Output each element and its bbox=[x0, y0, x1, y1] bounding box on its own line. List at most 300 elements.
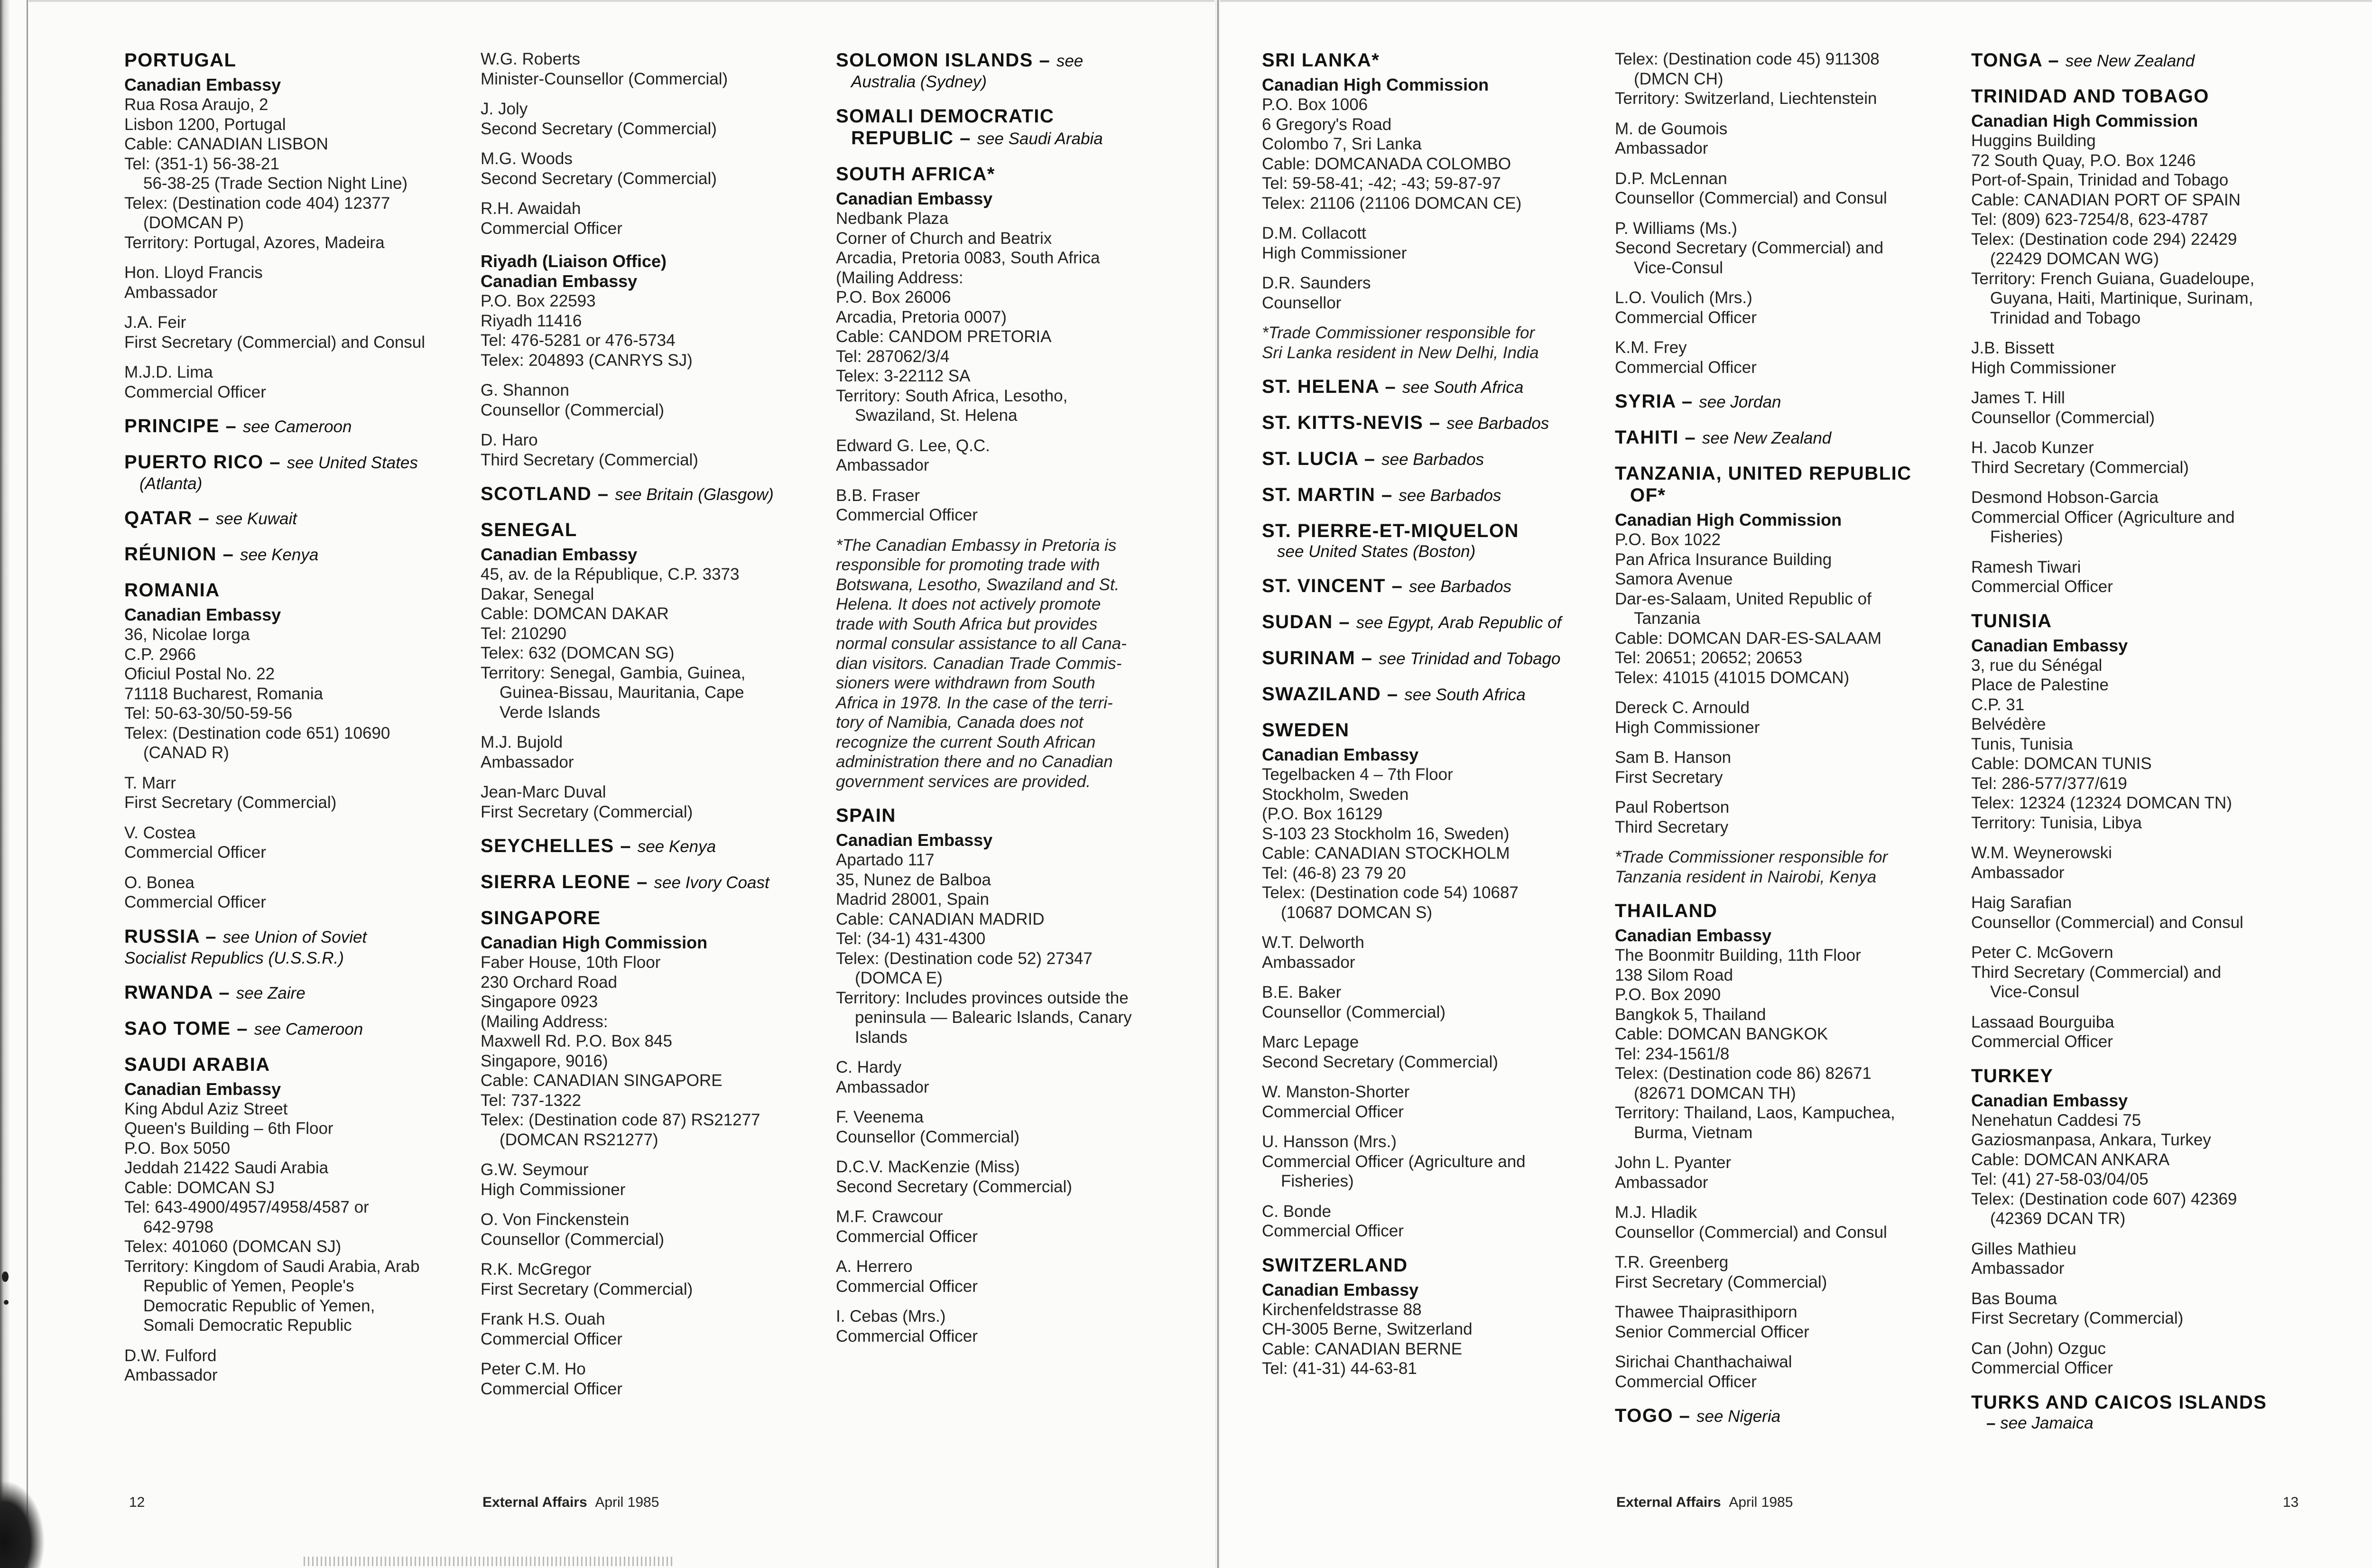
directory-entry bbox=[481, 251, 813, 470]
staff-name: M.J. Hladik bbox=[1615, 1203, 1697, 1222]
staff-title: Commercial Officer bbox=[124, 382, 266, 401]
office-name: Canadian Embassy bbox=[124, 605, 281, 624]
office-name: Canadian Embassy bbox=[481, 545, 638, 564]
address-line: Queen's Building – 6th Floor bbox=[124, 1119, 334, 1138]
address-line: Telex: (Destination code 607) 42369 bbox=[1971, 1189, 2237, 1208]
staff-title: Ambassador bbox=[1615, 1173, 1708, 1192]
address-line: Telex: (Destination code 294) 22429 bbox=[1971, 230, 2237, 249]
cross-reference: see Egypt, Arab Republic of bbox=[1356, 613, 1562, 632]
staff-member bbox=[1615, 698, 1947, 737]
staff-title: Commercial Officer bbox=[1971, 577, 2113, 596]
cross-reference: see Jamaica bbox=[2000, 1413, 2094, 1432]
country-name: SURINAM bbox=[1262, 648, 1356, 668]
address-line: Colombo 7, Sri Lanka bbox=[1262, 135, 1422, 153]
staff-name: J. Joly bbox=[481, 100, 528, 118]
directory-entry bbox=[1262, 484, 1594, 507]
directory-entry bbox=[1262, 719, 1594, 1241]
directory-entry bbox=[1615, 900, 1947, 1392]
staff-member bbox=[1262, 1132, 1594, 1191]
staff-member bbox=[1615, 169, 1947, 208]
staff-title: Minister-Counsellor (Commercial) bbox=[481, 69, 728, 88]
cross-reference-dash: – bbox=[213, 982, 236, 1003]
address-line: Bangkok 5, Thailand bbox=[1615, 1005, 1766, 1024]
cross-reference: see Britain (Glasgow) bbox=[615, 485, 774, 504]
staff-title: Counsellor (Commercial) bbox=[481, 1230, 665, 1249]
staff-title: Counsellor bbox=[1262, 293, 1342, 312]
staff-title: Commercial Officer bbox=[481, 1379, 622, 1398]
footnote-line: *Trade Commissioner responsible for bbox=[1615, 848, 1888, 866]
staff-member bbox=[836, 1107, 1168, 1147]
address-line: Territory: French Guiana, Guadeloupe, bbox=[1971, 269, 2255, 288]
directory-entry bbox=[1971, 610, 2303, 1052]
country-heading bbox=[1262, 484, 1594, 507]
country-name: TANZANIA, UNITED REPUBLIC bbox=[1615, 463, 1912, 484]
staff-name: D. Haro bbox=[481, 431, 538, 449]
cross-reference-continued: Socialist Republics (U.S.S.R.) bbox=[124, 948, 344, 967]
country-heading bbox=[836, 105, 1168, 150]
country-name: SCOTLAND bbox=[481, 483, 592, 504]
staff-name: G. Shannon bbox=[481, 381, 569, 399]
country-name: QATAR bbox=[124, 508, 193, 529]
address-line: Cable: DOMCANADA COLOMBO bbox=[1262, 154, 1511, 173]
footnote-line: *The Canadian Embassy in Pretoria is bbox=[836, 536, 1117, 555]
left-column-1 bbox=[124, 49, 456, 1399]
staff-title: Second Secretary (Commercial) bbox=[1262, 1052, 1498, 1071]
staff-title: Ambassador bbox=[836, 1077, 929, 1096]
staff-title: Counsellor (Commercial) and Consul bbox=[1615, 189, 1887, 207]
country-name: SENEGAL bbox=[481, 520, 577, 540]
footnote bbox=[1615, 847, 1947, 887]
cross-reference-dash: – bbox=[1986, 1413, 2001, 1432]
country-heading bbox=[124, 507, 456, 530]
directory-entry bbox=[124, 415, 456, 438]
staff-title: Ambassador bbox=[1971, 1259, 2065, 1278]
staff-member bbox=[1615, 1352, 1947, 1392]
address-line: Apartado 117 bbox=[836, 851, 935, 869]
staff-name: D.C.V. MacKenzie (Miss) bbox=[836, 1158, 1020, 1176]
staff-title: Third Secretary bbox=[1615, 817, 1729, 836]
staff-title: Ambassador bbox=[124, 1366, 218, 1384]
address-line: Territory: South Africa, Lesotho, bbox=[836, 386, 1068, 405]
address-line: Cable: DOMCAN SJ bbox=[124, 1178, 275, 1197]
address-line: S-103 23 Stockholm 16, Sweden) bbox=[1262, 824, 1510, 843]
staff-member bbox=[1262, 933, 1594, 972]
scan-artifact bbox=[2, 1271, 9, 1282]
staff-name: Sirichai Chanthachaiwal bbox=[1615, 1353, 1792, 1371]
directory-entry bbox=[124, 507, 456, 530]
cross-reference-continued: Australia (Sydney) bbox=[851, 73, 987, 91]
address-line: Cable: CANDOM PRETORIA bbox=[836, 327, 1052, 346]
address-line: Tel: 210290 bbox=[481, 624, 566, 643]
staff-name: O. Bonea bbox=[124, 873, 195, 892]
cross-reference: see Cameroon bbox=[254, 1020, 363, 1039]
staff-name: B.B. Fraser bbox=[836, 486, 920, 505]
staff-title: Second Secretary (Commercial) bbox=[481, 119, 717, 138]
directory-entry bbox=[481, 519, 813, 822]
address-line: Telex: 401060 (DOMCAN SJ) bbox=[124, 1237, 342, 1256]
address-line: 71118 Bucharest, Romania bbox=[124, 684, 323, 703]
staff-name: D.W. Fulford bbox=[124, 1346, 217, 1365]
country-heading bbox=[481, 907, 813, 929]
country-heading bbox=[1262, 448, 1594, 471]
staff-title: Third Secretary (Commercial) bbox=[481, 450, 698, 469]
country-name: TRINIDAD AND TOBAGO bbox=[1971, 86, 2209, 107]
address-line: Tel: 286-577/377/619 bbox=[1971, 774, 2127, 793]
address-line: Dakar, Senegal bbox=[481, 585, 594, 603]
cross-reference: see Kenya bbox=[240, 546, 319, 564]
staff-member bbox=[481, 430, 813, 470]
country-name: RUSSIA bbox=[124, 926, 200, 947]
staff-name: M. de Goumois bbox=[1615, 119, 1728, 138]
directory-entry bbox=[1262, 49, 1594, 362]
address-line: P.O. Box 26006 bbox=[836, 288, 951, 306]
address-line: Port-of-Spain, Trinidad and Tobago bbox=[1971, 171, 2229, 189]
address-line: Telex: 41015 (41015 DOMCAN) bbox=[1615, 668, 1850, 687]
staff-member bbox=[1615, 1302, 1947, 1342]
right-column-3 bbox=[1971, 49, 2303, 1447]
directory-entry bbox=[1615, 49, 1947, 377]
staff-title: Vice-Consul bbox=[1634, 258, 1723, 277]
footnote-line: Botswana, Lesotho, Swaziland and St. bbox=[836, 575, 1120, 594]
directory-entry bbox=[1262, 520, 1594, 562]
staff-title: Ambassador bbox=[481, 752, 574, 771]
directory-entry bbox=[1971, 1065, 2303, 1378]
staff-member bbox=[1615, 219, 1947, 278]
country-name: SINGAPORE bbox=[481, 908, 601, 928]
country-name: ST. MARTIN bbox=[1262, 484, 1376, 505]
country-heading bbox=[481, 871, 813, 894]
staff-title: Ambassador bbox=[124, 283, 218, 302]
country-name: SAUDI ARABIA bbox=[124, 1054, 270, 1075]
cross-reference-continued: see United States (Boston) bbox=[1277, 542, 1476, 561]
address-line: 56-38-25 (Trade Section Night Line) bbox=[143, 174, 408, 193]
staff-name: I. Cebas (Mrs.) bbox=[836, 1307, 946, 1326]
office-location: Riyadh (Liaison Office) bbox=[481, 251, 667, 271]
staff-member bbox=[1262, 1202, 1594, 1241]
staff-name: Paul Robertson bbox=[1615, 798, 1730, 816]
country-name: ROMANIA bbox=[124, 580, 220, 601]
address-line: P.O. Box 1006 bbox=[1262, 95, 1368, 114]
address-line: Huggins Building bbox=[1971, 131, 2096, 150]
country-heading bbox=[1262, 412, 1594, 435]
staff-title: Commercial Officer bbox=[124, 843, 266, 862]
right-page bbox=[1220, 0, 2372, 1568]
staff-member bbox=[1262, 273, 1594, 313]
staff-member bbox=[481, 380, 813, 420]
staff-title: Commercial Officer bbox=[836, 1327, 978, 1345]
country-name: SIERRA LEONE bbox=[481, 872, 631, 892]
cross-reference-dash: – bbox=[1423, 412, 1447, 433]
address-line: Swaziland, St. Helena bbox=[855, 406, 1018, 425]
staff-name: Can (John) Ozguc bbox=[1971, 1339, 2106, 1358]
address-line: Guyana, Haiti, Martinique, Surinam, bbox=[1990, 289, 2253, 307]
staff-name: G.W. Seymour bbox=[481, 1160, 589, 1179]
cross-reference-line bbox=[1971, 1413, 2303, 1433]
address-line: (DOMCA E) bbox=[855, 969, 943, 987]
address-line: Tunis, Tunisia bbox=[1971, 734, 2073, 753]
directory-entry bbox=[1971, 85, 2303, 597]
country-name: SEYCHELLES bbox=[481, 835, 614, 856]
directory-entry bbox=[481, 871, 813, 894]
staff-name: J.A. Feir bbox=[124, 313, 186, 332]
address-line: Telex: 632 (DOMCAN SG) bbox=[481, 644, 675, 662]
country-heading bbox=[1971, 610, 2303, 632]
page-footer bbox=[482, 1494, 659, 1511]
staff-member bbox=[1262, 1032, 1594, 1072]
staff-name: Desmond Hobson-Garcia bbox=[1971, 488, 2159, 507]
office-name: Canadian Embassy bbox=[1262, 745, 1419, 764]
country-name: SAO TOME bbox=[124, 1018, 231, 1039]
address-line: Rua Rosa Araujo, 2 bbox=[124, 95, 269, 114]
footnote-line: Africa in 1978. In the case of the terri- bbox=[836, 693, 1113, 712]
footnote-line: *Trade Commissioner responsible for bbox=[1262, 324, 1535, 342]
address-line: Cable: CANADIAN MADRID bbox=[836, 909, 1045, 928]
cross-reference: see Jordan bbox=[1699, 393, 1781, 411]
country-name: SWEDEN bbox=[1262, 720, 1350, 741]
cross-reference: see Nigeria bbox=[1696, 1407, 1781, 1426]
staff-name: V. Costea bbox=[124, 823, 196, 842]
staff-member bbox=[481, 99, 813, 139]
country-heading bbox=[481, 483, 813, 506]
cross-reference-dash: – bbox=[1358, 448, 1382, 469]
staff-name: Peter C.M. Ho bbox=[481, 1360, 586, 1378]
staff-name: Ramesh Tiwari bbox=[1971, 557, 2081, 576]
cross-reference-dash: – bbox=[216, 544, 240, 565]
staff-name: M.J. Bujold bbox=[481, 733, 563, 752]
address-line: Tel: (809) 623-7254/8, 623-4787 bbox=[1971, 210, 2209, 229]
cross-reference: see Barbados bbox=[1381, 450, 1484, 469]
office-name: Canadian Embassy bbox=[124, 1079, 281, 1099]
address-line: Tel: 476-5281 or 476-5734 bbox=[481, 331, 676, 350]
address-line: Islands bbox=[855, 1028, 908, 1047]
country-heading bbox=[124, 543, 456, 566]
cross-reference-dash: – bbox=[1033, 50, 1056, 71]
cross-reference-dash: – bbox=[219, 416, 243, 436]
cross-reference-dash: – bbox=[954, 128, 977, 148]
staff-name: W.T. Delworth bbox=[1262, 933, 1364, 952]
cross-reference-dash: – bbox=[1375, 484, 1399, 505]
address-line: Belvédère bbox=[1971, 715, 2046, 733]
staff-member bbox=[481, 733, 813, 772]
country-heading bbox=[1615, 390, 1947, 413]
cross-reference: see bbox=[1056, 52, 1084, 70]
staff-title: Commercial Officer bbox=[481, 1329, 622, 1348]
staff-title: Counsellor (Commercial) bbox=[1262, 1002, 1446, 1021]
page-number: 13 bbox=[2283, 1494, 2299, 1510]
staff-title: Commercial Officer bbox=[1262, 1102, 1404, 1121]
staff-member bbox=[124, 1346, 456, 1385]
country-name-continued: OF* bbox=[1630, 485, 1666, 506]
staff-title: Commercial Officer bbox=[481, 219, 622, 238]
page-number: 12 bbox=[129, 1494, 145, 1510]
top-rule bbox=[1220, 0, 2372, 2]
address-line: Territory: Tunisia, Libya bbox=[1971, 813, 2142, 832]
country-heading bbox=[481, 519, 813, 541]
country-name: SYRIA bbox=[1615, 391, 1676, 412]
address-line: Telex: (Destination code 54) 10687 bbox=[1262, 883, 1519, 902]
staff-title: Senior Commercial Officer bbox=[1615, 1322, 1809, 1341]
right-column-1 bbox=[1262, 49, 1594, 1392]
country-name: THAILAND bbox=[1615, 900, 1718, 921]
address-line: Tel: (351-1) 56-38-21 bbox=[124, 154, 279, 173]
staff-member bbox=[481, 1309, 813, 1349]
address-line: Nenehatun Caddesi 75 bbox=[1971, 1111, 2141, 1130]
country-heading bbox=[481, 835, 813, 858]
office-name: Canadian Embassy bbox=[481, 271, 638, 291]
address-line: Cable: CANADIAN SINGAPORE bbox=[481, 1071, 723, 1090]
country-name: ST. HELENA bbox=[1262, 376, 1379, 397]
footnote-line: Tanzania resident in Nairobi, Kenya bbox=[1615, 867, 1877, 886]
address-line: Tel: (34-1) 431-4300 bbox=[836, 929, 986, 948]
directory-entry bbox=[481, 483, 813, 506]
country-name: SOMALI DEMOCRATIC bbox=[836, 106, 1055, 127]
address-line: Cable: DOMCAN DAR-ES-SALAAM bbox=[1615, 629, 1882, 648]
address-line: Tel: 59-58-41; -42; -43; 59-87-97 bbox=[1262, 174, 1501, 193]
address-line: Faber House, 10th Floor bbox=[481, 953, 661, 972]
address-line: King Abdul Aziz Street bbox=[124, 1099, 288, 1118]
office-name: Canadian High Commission bbox=[1262, 75, 1489, 94]
staff-name: Thawee Thaiprasithiporn bbox=[1615, 1303, 1798, 1321]
staff-member bbox=[481, 49, 813, 89]
address-line: Tel: 20651; 20652; 20653 bbox=[1615, 649, 1803, 667]
office-name: Canadian High Commission bbox=[1971, 111, 2198, 130]
address-line: Cable: CANADIAN LISBON bbox=[124, 135, 328, 153]
country-name: TAHITI bbox=[1615, 427, 1679, 448]
address-line: Cable: DOMCAN DAKAR bbox=[481, 604, 669, 623]
directory-entry bbox=[836, 49, 1168, 92]
staff-title: High Commissioner bbox=[481, 1180, 626, 1199]
staff-name: Dereck C. Arnould bbox=[1615, 698, 1750, 717]
staff-name: T. Marr bbox=[124, 773, 176, 792]
directory-entry bbox=[481, 49, 813, 238]
staff-title: Fisheries) bbox=[1281, 1172, 1354, 1190]
address-line: Arcadia, Pretoria 0083, South Africa bbox=[836, 249, 1100, 267]
directory-entry bbox=[124, 926, 456, 968]
country-name: RWANDA bbox=[124, 982, 213, 1003]
staff-title: Commercial Officer (Agriculture and bbox=[1262, 1152, 1526, 1171]
address-line: Pan Africa Insurance Building bbox=[1615, 550, 1832, 569]
staff-member bbox=[1615, 119, 1947, 158]
staff-member bbox=[1615, 338, 1947, 377]
staff-title: Commercial Officer bbox=[1615, 308, 1757, 327]
cross-reference: see Saudi Arabia bbox=[977, 130, 1103, 148]
staff-name: K.M. Frey bbox=[1615, 338, 1687, 357]
directory-entry bbox=[1971, 49, 2303, 72]
country-heading bbox=[124, 1054, 456, 1076]
staff-name: W.M. Weynerowski bbox=[1971, 844, 2112, 862]
address-line: P.O. Box 22593 bbox=[481, 292, 596, 310]
staff-name: R.K. McGregor bbox=[481, 1260, 592, 1279]
staff-name: J.B. Bissett bbox=[1971, 339, 2055, 357]
staff-member bbox=[836, 436, 1168, 475]
staff-member bbox=[481, 149, 813, 188]
address-line: Telex: 12324 (12324 DOMCAN TN) bbox=[1971, 794, 2232, 812]
address-line: Territory: Includes provinces outside the bbox=[836, 988, 1129, 1007]
staff-title: High Commissioner bbox=[1615, 718, 1760, 737]
directory-entry bbox=[124, 451, 456, 494]
address-line: 72 South Quay, P.O. Box 1246 bbox=[1971, 151, 2196, 170]
address-line: Tel: 287062/3/4 bbox=[836, 347, 950, 366]
cross-reference-dash: – bbox=[263, 452, 287, 473]
staff-member bbox=[481, 199, 813, 238]
country-name: ST. KITTS-NEVIS bbox=[1262, 412, 1424, 433]
staff-name: M.F. Crawcour bbox=[836, 1207, 943, 1226]
staff-member bbox=[1971, 1012, 2303, 1052]
footnote-line: recognize the current South African bbox=[836, 733, 1096, 752]
staff-title: First Secretary (Commercial) bbox=[1971, 1309, 2184, 1327]
staff-name: Peter C. McGovern bbox=[1971, 943, 2113, 962]
country-heading bbox=[1262, 719, 1594, 741]
country-heading bbox=[1262, 376, 1594, 399]
country-heading bbox=[1971, 1392, 2303, 1433]
address-line: Cable: DOMCAN BANGKOK bbox=[1615, 1025, 1828, 1043]
address-line: Stockholm, Sweden bbox=[1262, 785, 1409, 804]
staff-member bbox=[481, 782, 813, 822]
country-name: PRINCIPE bbox=[124, 416, 220, 436]
footnote-line: administration there and no Canadian bbox=[836, 752, 1113, 771]
staff-title: Ambassador bbox=[836, 456, 929, 474]
address-line: Telex: (Destination code 86) 82671 bbox=[1615, 1064, 1872, 1083]
address-line: Guinea-Bissau, Mauritania, Cape bbox=[500, 683, 744, 702]
address-line: Cable: CANADIAN STOCKHOLM bbox=[1262, 844, 1510, 863]
footer-publication: External Affairs bbox=[1616, 1494, 1721, 1510]
address-line: Tel: 50-63-30/50-59-56 bbox=[124, 704, 293, 723]
address-line: Maxwell Rd. P.O. Box 845 bbox=[481, 1032, 672, 1050]
address-line: Telex: 21106 (21106 DOMCAN CE) bbox=[1262, 194, 1522, 213]
address-line: Nedbank Plaza bbox=[836, 209, 949, 228]
staff-title: First Secretary (Commercial) bbox=[481, 1280, 693, 1299]
staff-name: Marc Lepage bbox=[1262, 1033, 1359, 1051]
directory-entry bbox=[1262, 575, 1594, 598]
cross-reference: see South Africa bbox=[1402, 378, 1524, 397]
staff-name: Sam B. Hanson bbox=[1615, 748, 1732, 767]
country-heading bbox=[1262, 683, 1594, 706]
directory-entry bbox=[836, 105, 1168, 150]
staff-name: Lassaad Bourguiba bbox=[1971, 1012, 2114, 1031]
cross-reference-dash: – bbox=[1673, 1405, 1697, 1426]
footnote-line: Helena. It does not actively promote bbox=[836, 595, 1101, 613]
staff-name: Hon. Lloyd Francis bbox=[124, 263, 263, 282]
staff-name: W. Manston-Shorter bbox=[1262, 1083, 1410, 1101]
footnote-line: Sri Lanka resident in New Delhi, India bbox=[1262, 343, 1539, 362]
address-line: P.O. Box 1022 bbox=[1615, 530, 1721, 549]
address-line: Tel: 737-1322 bbox=[481, 1091, 582, 1110]
address-line: P.O. Box 2090 bbox=[1615, 985, 1721, 1004]
staff-title: Ambassador bbox=[1615, 139, 1708, 158]
staff-name: B.E. Baker bbox=[1262, 983, 1342, 1002]
staff-title: First Secretary bbox=[1615, 768, 1723, 787]
staff-title: Second Secretary (Commercial) bbox=[481, 169, 717, 188]
office-name: Canadian Embassy bbox=[124, 75, 281, 94]
address-line: 138 Silom Road bbox=[1615, 965, 1733, 984]
country-name: RÉUNION bbox=[124, 544, 217, 565]
staff-title: Counsellor (Commercial) bbox=[481, 400, 665, 419]
country-name: SOUTH AFRICA* bbox=[836, 164, 995, 185]
staff-title: First Secretary (Commercial) and Consul bbox=[124, 333, 426, 352]
cross-reference: see Trinidad and Tobago bbox=[1379, 649, 1561, 668]
staff-title: Commercial Officer bbox=[836, 1227, 978, 1246]
staff-title: First Secretary (Commercial) bbox=[124, 793, 337, 812]
country-heading bbox=[836, 805, 1168, 826]
address-line: 6 Gregory's Road bbox=[1262, 115, 1392, 134]
staff-member bbox=[124, 362, 456, 402]
address-line: Telex: 204893 (CANRYS SJ) bbox=[481, 351, 693, 370]
country-name: SPAIN bbox=[836, 805, 896, 826]
staff-title: First Secretary (Commercial) bbox=[481, 802, 693, 821]
address-line: Somali Democratic Republic bbox=[143, 1316, 352, 1335]
staff-title: Commercial Officer bbox=[1615, 1372, 1757, 1391]
office-name: Canadian Embassy bbox=[1971, 635, 2128, 655]
